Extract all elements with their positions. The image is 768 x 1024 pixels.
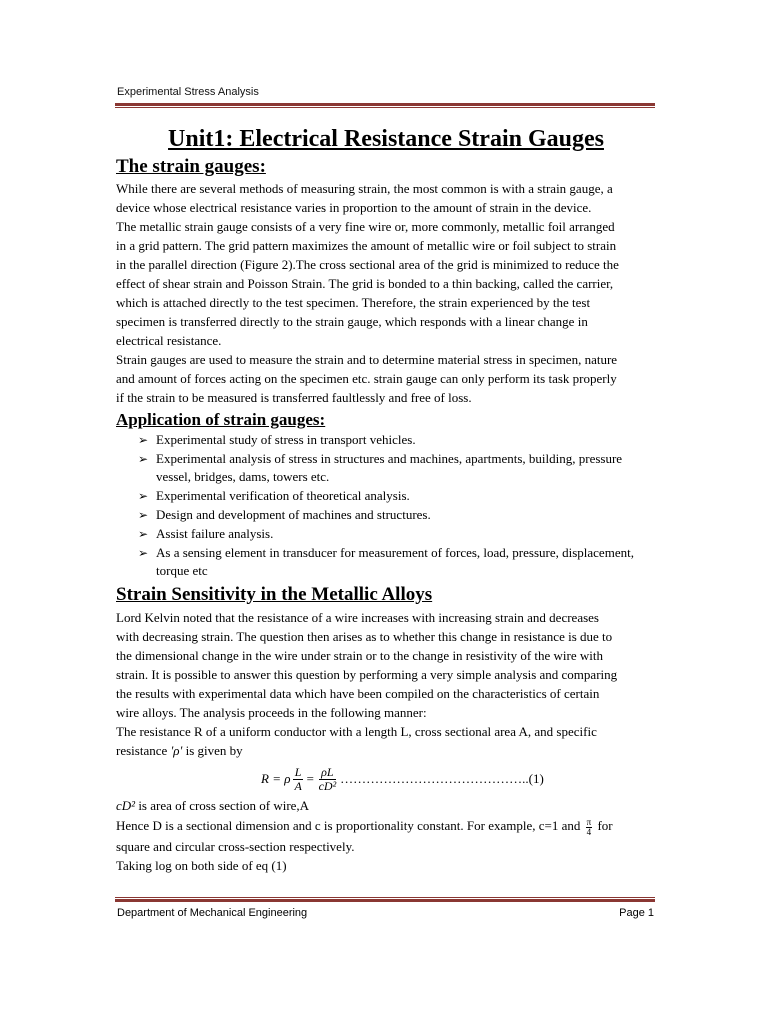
page-number: Page 1 <box>619 907 654 919</box>
list-item-text: Experimental study of stress in transport vehicles. <box>156 432 416 447</box>
text-line: device whose electrical resistance varies in proportion to the amount of strain in the device. <box>116 200 592 215</box>
text-line: with decreasing strain. The question then arises as to whether this change in resistance is due to <box>116 629 613 644</box>
rho-symbol: 'ρ' <box>170 743 183 758</box>
text-line-area <box>116 796 656 815</box>
text-line: in a grid pattern. The grid pattern maximizes the amount of metallic wire or foil subject to strain <box>116 238 617 253</box>
text-line: Strain gauges are used to measure the strain and to determine material stress in specimen, nature <box>116 352 618 367</box>
text-line-resistance <box>116 741 656 760</box>
section-heading-applications: Application of strain gauges: <box>116 410 326 429</box>
text-line: wire alloys. The analysis proceeds in the following manner: <box>116 705 427 720</box>
fraction-l-over-a <box>292 766 303 793</box>
text-line-hence <box>116 815 656 837</box>
list-item <box>136 525 656 543</box>
text-line: the results with experimental data which have been compiled on the characteristics of certain <box>116 686 600 701</box>
list-item <box>136 506 656 524</box>
footer-rule-thin <box>115 897 655 898</box>
section-heading-strain-sensitivity: Strain Sensitivity in the Metallic Alloys <box>116 584 433 605</box>
section-heading-strain-gauges: The strain gauges: <box>116 156 266 177</box>
page-body <box>116 124 656 875</box>
fraction-numerator: π <box>586 816 592 827</box>
arrow-bullet-icon: ➢ <box>138 489 149 503</box>
list-item-text: As a sensing element in transducer for measurement of forces, load, pressure, displacement, torque etc <box>156 545 634 578</box>
list-item-text: Experimental analysis of stress in structures and machines, apartments, building, pressure vessel, bridges, dams, towers etc. <box>156 451 623 484</box>
text-line: The metallic strain gauge consists of a very fine wire or, more commonly, metallic foil arranged <box>116 219 615 234</box>
page-title: Unit1: Electrical Resistance Strain Gauges <box>168 126 604 152</box>
fraction-denominator: A <box>294 778 302 793</box>
arrow-bullet-icon: ➢ <box>138 452 149 466</box>
list-item-text: Assist failure analysis. <box>156 526 274 541</box>
footer-department: Department of Mechanical Engineering <box>117 907 308 919</box>
text-line: strain. It is possible to answer this question by performing a very simple analysis and comparing <box>116 667 618 682</box>
fraction-pi-over-4 <box>586 818 593 837</box>
equation-1 <box>116 762 656 796</box>
list-item <box>136 431 656 449</box>
footer-rule <box>115 899 655 902</box>
equation-lhs: R = ρ <box>261 771 291 786</box>
header-text: Experimental Stress Analysis <box>117 86 259 98</box>
arrow-bullet-icon: ➢ <box>138 527 149 541</box>
section-strain-sensitivity-text <box>116 608 656 760</box>
header-rule-thin <box>115 107 655 108</box>
text-line: if the strain to be measured is transferred faultlessly and free of loss. <box>116 390 472 405</box>
header-rule <box>115 103 655 106</box>
text-line: Taking log on both side of eq (1) <box>116 858 287 873</box>
list-item <box>136 487 656 505</box>
cd2-symbol: cD² <box>116 798 136 813</box>
text-line: While there are several methods of measuring strain, the most common is with a strain gauge, a <box>116 181 613 196</box>
list-item-text: Design and development of machines and structures. <box>156 507 431 522</box>
text-fragment: Hence D is a sectional dimension and c is proportionality constant. For example, c=1 and <box>116 818 584 833</box>
text-line: Lord Kelvin noted that the resistance of a wire increases with increasing strain and decreases <box>116 610 599 625</box>
arrow-bullet-icon: ➢ <box>138 508 149 522</box>
text-line: square and circular cross-section respectively. <box>116 839 355 854</box>
arrow-bullet-icon: ➢ <box>138 433 149 447</box>
text-line: The resistance R of a uniform conductor with a length L, cross sectional area A, and specific <box>116 724 597 739</box>
fraction-denominator: 4 <box>586 826 592 837</box>
fraction-denominator: cD² <box>318 778 337 793</box>
text-fragment: for <box>594 818 613 833</box>
equation-leader-dots: …………………………………….. <box>340 771 529 786</box>
text-line: in the parallel direction (Figure 2).The cross sectional area of the grid is minimized to reduce the <box>116 257 619 272</box>
text-line: and amount of forces acting on the specimen etc. strain gauge can only perform its task properly <box>116 371 617 386</box>
arrow-bullet-icon: ➢ <box>138 546 149 560</box>
fraction-rhol-over-cd2 <box>317 766 339 793</box>
equation-body <box>261 762 544 796</box>
applications-list <box>116 431 656 580</box>
section-strain-gauges-text <box>116 179 656 407</box>
fraction-numerator: ρL <box>321 764 334 779</box>
text-fragment: resistance <box>116 743 171 758</box>
text-fragment: is area of cross section of wire,A <box>135 798 310 813</box>
fraction-numerator: L <box>294 764 302 779</box>
text-fragment: is given by <box>182 743 243 758</box>
list-item-text: Experimental verification of theoretical analysis. <box>156 488 410 503</box>
text-line: effect of shear strain and Poisson Strain. The grid is bonded to a thin backing, called the carrier, <box>116 276 614 291</box>
text-line: which is attached directly to the test specimen. Therefore, the strain experienced by the test <box>116 295 591 310</box>
equation-number: (1) <box>528 771 544 786</box>
equals-sign: = <box>305 771 315 786</box>
list-item <box>136 450 656 486</box>
text-line: the dimensional change in the wire under strain or to the change in resistivity of the wire with <box>116 648 604 663</box>
text-line: specimen is transferred directly to the strain gauge, which responds with a linear change in <box>116 314 588 329</box>
text-line: electrical resistance. <box>116 333 222 348</box>
list-item <box>136 544 656 580</box>
